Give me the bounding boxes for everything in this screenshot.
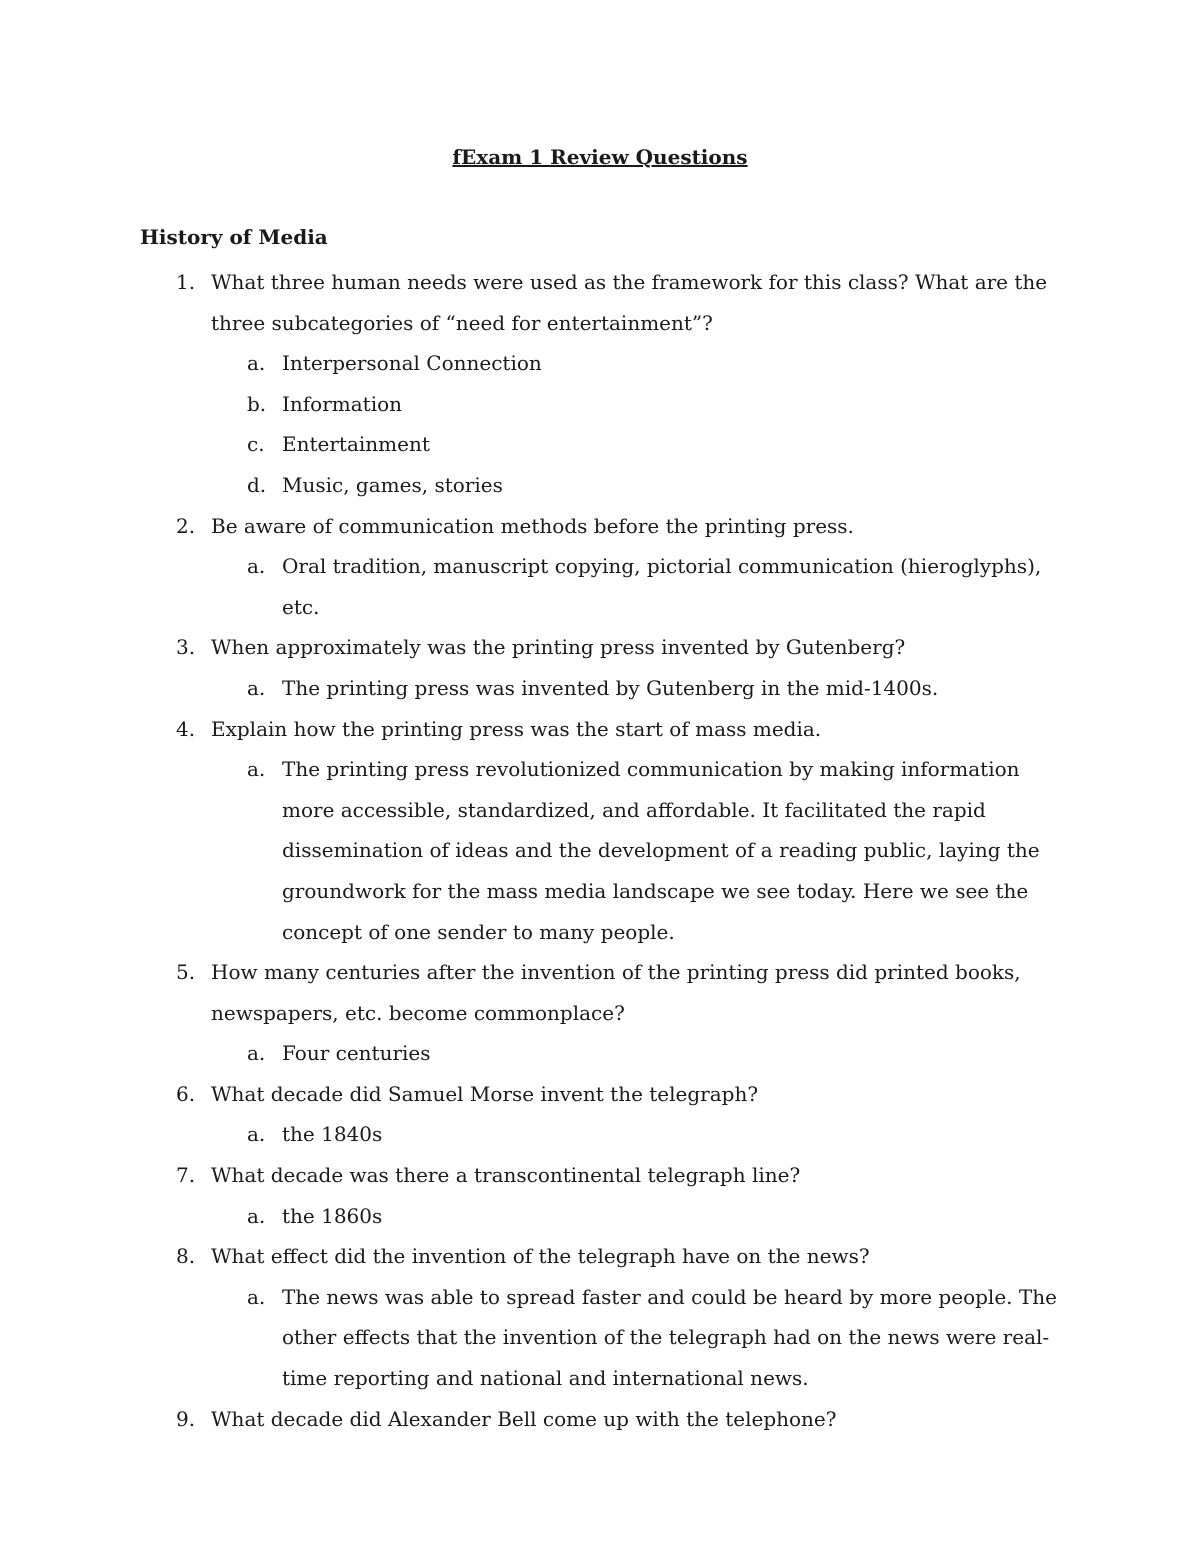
answer-letter: b. — [247, 391, 267, 416]
question-list — [140, 262, 1070, 1439]
answer-letter: a. — [247, 1122, 266, 1147]
answer-text: Interpersonal Connection — [282, 351, 542, 376]
question-text: What effect did the invention of the telegraph have on the news? — [211, 1244, 870, 1269]
question-item — [140, 1074, 1070, 1115]
section-heading: History of Media — [140, 225, 328, 249]
answer-item — [140, 1277, 1070, 1399]
answer-letter: a. — [247, 1284, 266, 1309]
answer-letter: a. — [247, 554, 266, 579]
document-title: fExam 1 Review Questions — [452, 145, 748, 169]
question-number: 8. — [176, 1244, 196, 1269]
question-text: Be aware of communication methods before the printing press. — [211, 513, 854, 538]
answer-item — [140, 1196, 1070, 1237]
question-number: 3. — [176, 635, 196, 660]
question-text: How many centuries after the invention of the printing press did printed books, newspapers, etc. become commonplace? — [211, 960, 1021, 1025]
answer-item — [140, 465, 1070, 506]
answer-text: Oral tradition, manuscript copying, pictorial communication (hieroglyphs), etc. — [282, 554, 1042, 619]
answer-item — [140, 668, 1070, 709]
answer-item — [140, 384, 1070, 425]
question-number: 6. — [176, 1081, 196, 1106]
answer-text: Information — [282, 391, 403, 416]
answer-text: Entertainment — [282, 432, 430, 457]
answer-text: the 1840s — [282, 1122, 383, 1147]
question-number: 5. — [176, 960, 196, 985]
answer-letter: a. — [247, 351, 266, 376]
answer-letter: a. — [247, 1203, 266, 1228]
answer-letter: a. — [247, 1041, 266, 1066]
question-text: What decade did Alexander Bell come up with the telephone? — [211, 1406, 837, 1431]
answer-letter: a. — [247, 675, 266, 700]
question-item — [140, 506, 1070, 547]
question-number: 7. — [176, 1163, 196, 1188]
question-item — [140, 1236, 1070, 1277]
question-item — [140, 627, 1070, 668]
answer-item — [140, 343, 1070, 384]
question-item — [140, 952, 1070, 1033]
question-text: What decade did Samuel Morse invent the telegraph? — [211, 1081, 759, 1106]
answer-item — [140, 1114, 1070, 1155]
answer-text: Music, games, stories — [282, 472, 503, 497]
question-item — [140, 1155, 1070, 1196]
answer-text: The news was able to spread faster and could be heard by more people. The other effects that the invention of the telegraph had on the news were real-time reporting and national and international news. — [282, 1284, 1057, 1391]
question-number: 1. — [176, 270, 196, 294]
question-item — [140, 1399, 1070, 1440]
answer-text: The printing press was invented by Gutenberg in the mid-1400s. — [282, 675, 939, 700]
answer-letter: a. — [247, 757, 266, 782]
answer-item — [140, 1033, 1070, 1074]
question-number: 2. — [176, 513, 196, 538]
answer-text: The printing press revolutionized communication by making information more accessible, standardized, and affordable. It facilitated the rapid dissemination of ideas and the development of a reading public, laying the groundwork for the mass media landscape we see today. Here we see the concept of one sender to many people. — [282, 757, 1040, 944]
answer-letter: c. — [247, 432, 265, 457]
answer-item — [140, 546, 1070, 627]
answer-text: the 1860s — [282, 1203, 383, 1228]
question-text: What three human needs were used as the framework for this class? What are the three subcategories of “need for entertainment”? — [211, 270, 1048, 335]
question-text: When approximately was the printing press invented by Gutenberg? — [211, 635, 906, 660]
answer-item — [140, 749, 1070, 952]
question-text: What decade was there a transcontinental telegraph line? — [211, 1163, 801, 1188]
answer-letter: d. — [247, 472, 267, 497]
question-item — [140, 262, 1070, 343]
question-number: 4. — [176, 716, 196, 741]
question-number: 9. — [176, 1406, 196, 1431]
question-item — [140, 709, 1070, 750]
answer-item — [140, 424, 1070, 465]
question-text: Explain how the printing press was the start of mass media. — [211, 716, 822, 741]
answer-text: Four centuries — [282, 1041, 431, 1066]
